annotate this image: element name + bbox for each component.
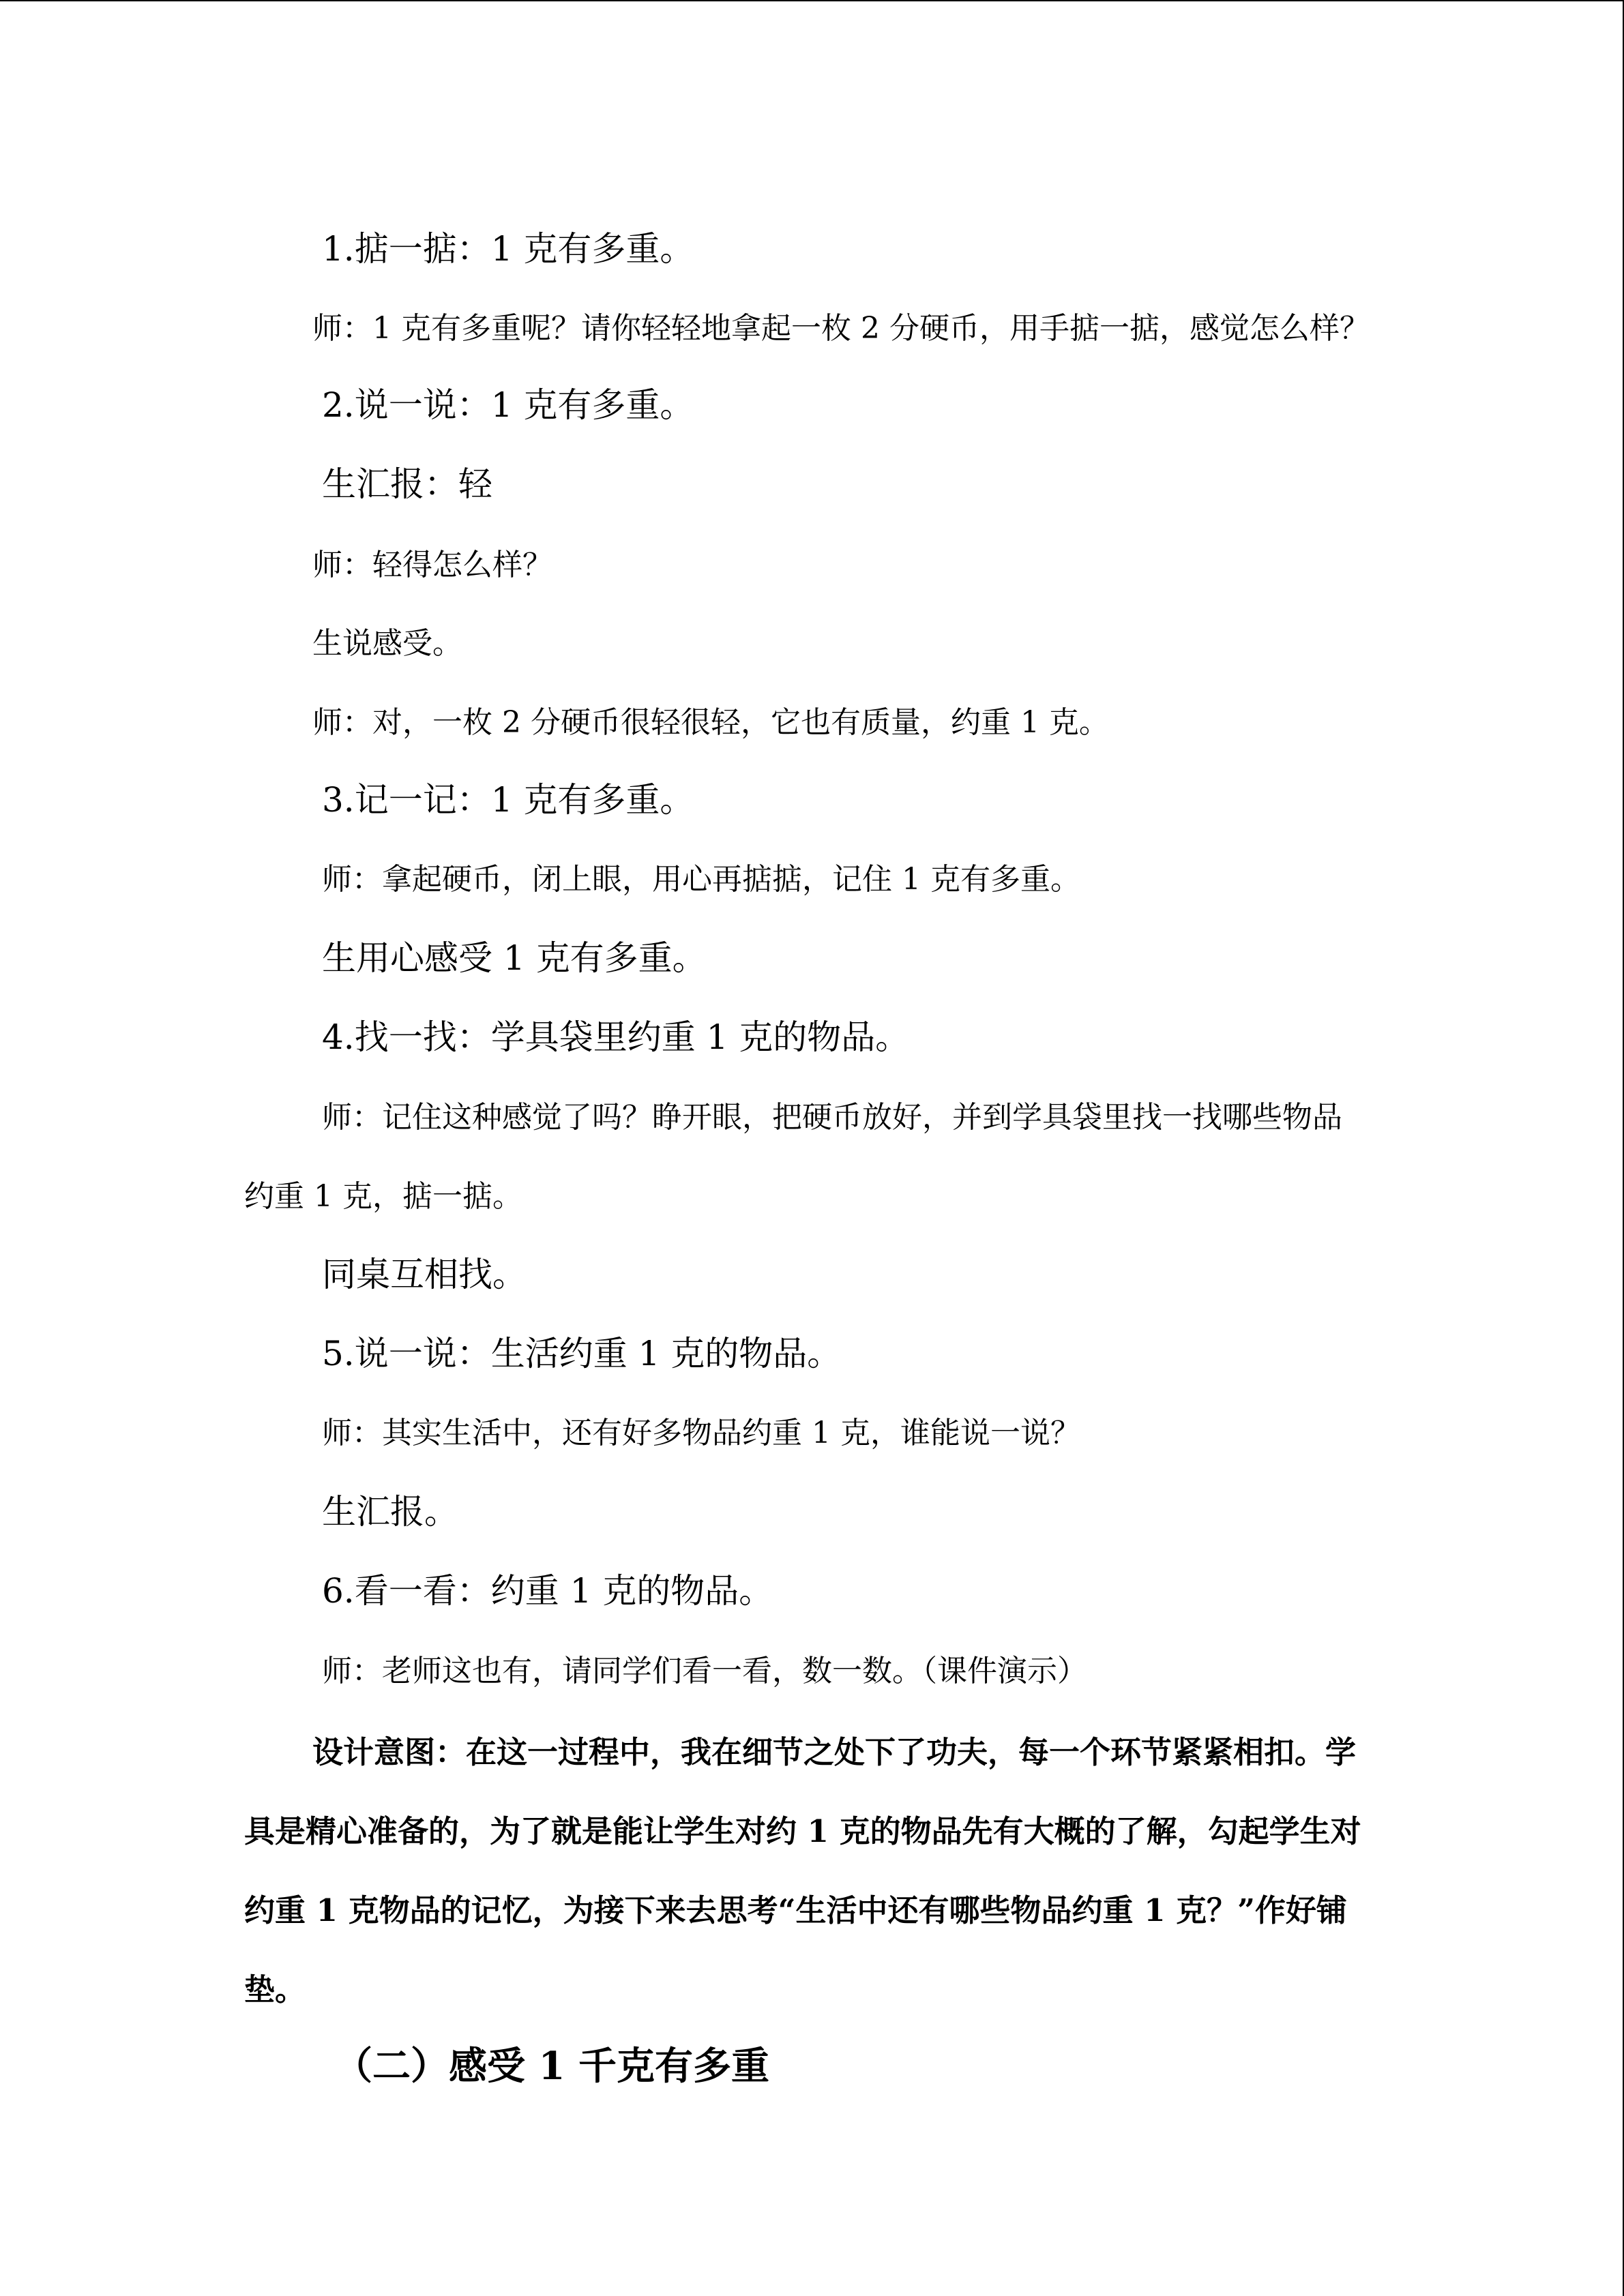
step-3-heading: 3.记一记：1 克有多重。	[322, 780, 694, 820]
teacher-line-1: 师：1 克有多重呢？请你轻轻地拿起一枚 2 分硬币，用手掂一掂，感觉怎么样？	[312, 311, 1370, 346]
student-line-5: 生汇报。	[322, 1492, 458, 1532]
section-heading: （二）感受 1 千克有多重	[334, 2044, 769, 2089]
teacher-line-2: 师：轻得怎么样？	[312, 548, 552, 582]
step-4-heading: 4.找一找：学具袋里约重 1 克的物品。	[322, 1017, 910, 1057]
student-line-2: 生说感受。	[312, 626, 462, 661]
design-intent-line-2: 具是精心准备的，为了就是能让学生对约 1 克的物品先有大概的了解，勾起学生对	[244, 1813, 1361, 1849]
student-line-4: 同桌互相找。	[322, 1255, 527, 1294]
teacher-line-7: 师：老师这也有，请同学们看一看，数一数。（课件演示）	[322, 1654, 1087, 1688]
step-2-heading: 2.说一说：1 克有多重。	[322, 385, 694, 425]
step-6-heading: 6.看一看：约重 1 克的物品。	[322, 1571, 773, 1611]
teacher-line-5: 师：记住这种感觉了吗？睁开眼，把硬币放好，并到学具袋里找一找哪些物品	[322, 1100, 1342, 1135]
teacher-line-5-cont: 约重 1 克，掂一掂。	[244, 1179, 522, 1214]
teacher-line-4: 师：拿起硬币，闭上眼，用心再掂掂，记住 1 克有多重。	[322, 862, 1080, 897]
design-intent-line-1: 设计意图：在这一过程中，我在细节之处下了功夫，每一个环节紧紧相扣。学	[312, 1734, 1357, 1770]
design-intent-line-3: 约重 1 克物品的记忆，为接下来去思考“生活中还有哪些物品约重 1 克？”作好铺	[244, 1892, 1348, 1928]
teacher-line-3: 师：对，一枚 2 分硬币很轻很轻，它也有质量，约重 1 克。	[312, 705, 1109, 740]
student-line-1: 生汇报：轻	[322, 464, 492, 504]
step-5-heading: 5.说一说：生活约重 1 克的物品。	[322, 1334, 842, 1373]
step-1-heading: 1.掂一掂：1 克有多重。	[322, 229, 694, 269]
design-intent-line-4: 垫。	[244, 1971, 306, 2008]
teacher-line-6: 师：其实生活中，还有好多物品约重 1 克，谁能说一说？	[322, 1416, 1080, 1450]
student-line-3: 生用心感受 1 克有多重。	[322, 938, 707, 978]
